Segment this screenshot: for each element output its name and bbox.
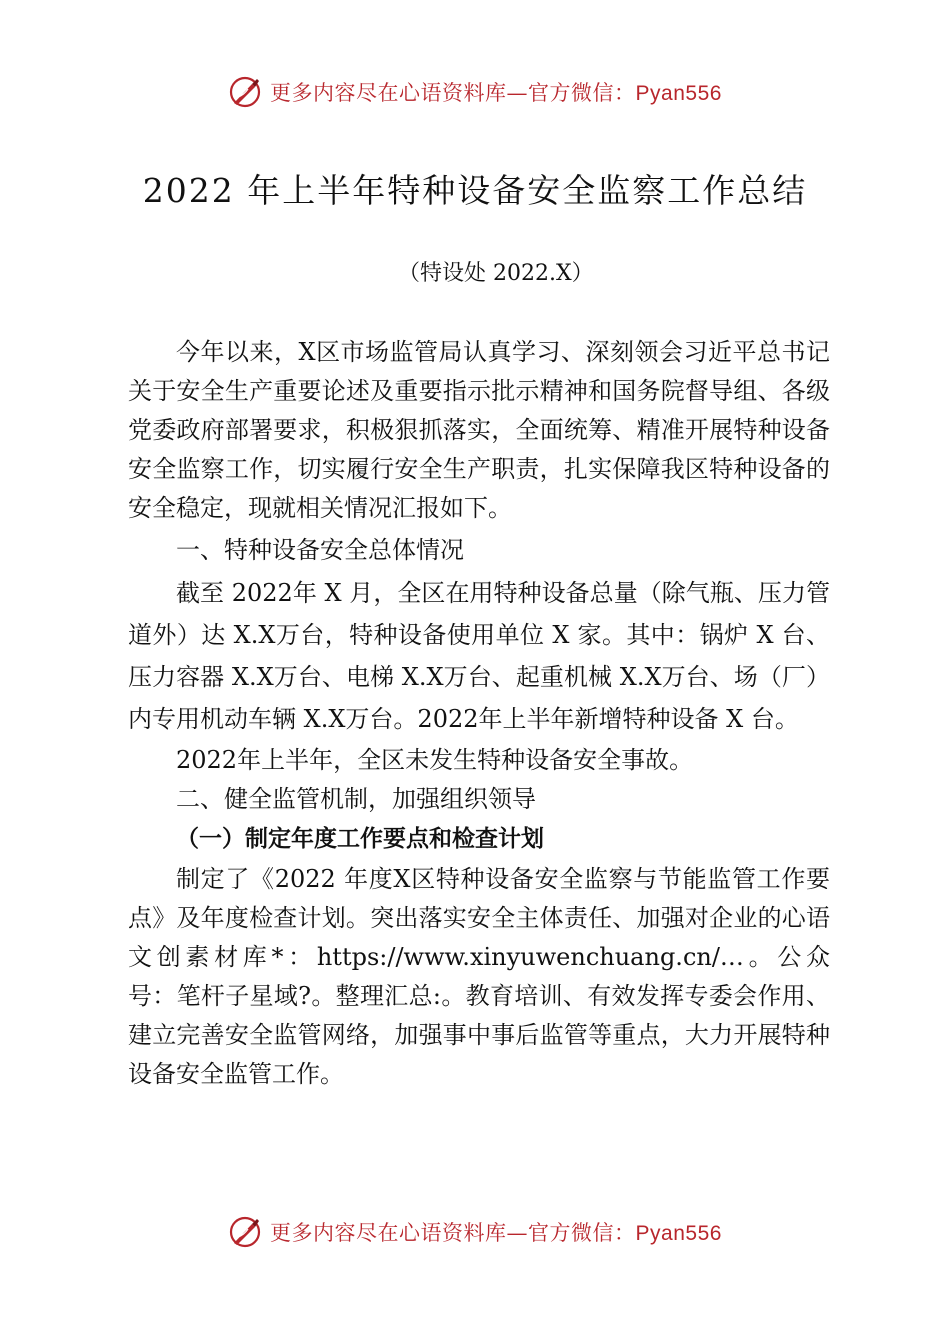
intro-paragraph: 今年以来，X区市场监管局认真学习、深刻领会习近平总书记关于安全生产重要论述及重要指示批示精神和国务院督导组、各级党委政府部署要求，积极狠抓落实，全面统筹、精准开展特种设备安全监察工作，切实履行安全生产职责，扎实保障我区特种设备的安全稳定，现就相关情况汇报如下。 — [128, 338, 830, 522]
watermark-slogan: 更多内容尽在心语资料库—官方微信： — [270, 81, 636, 105]
section2-heading: 二、健全监管机制，加强组织领导 — [176, 785, 536, 813]
watermark-text — [270, 77, 722, 107]
document-title: 2022 年上半年特种设备安全监察工作总结 — [142, 171, 808, 210]
section1-body: 截至 2022年 X 月，全区在用特种设备总量（除气瓶、压力管道外）达 X.X万台，特种设备使用单位 X 家。其中：锅炉 X 台、压力容器 X.X万台、电梯 X.X万台、起重机械 X.X万台、场（厂）内专用机动车辆 X.X万台。2022年上半年新增特种设备 X 台。 — [128, 579, 830, 733]
watermark-text — [270, 1217, 722, 1247]
section1-statement: 2022年上半年，全区未发生特种设备安全事故。 — [176, 746, 694, 774]
bottom-watermark-banner — [0, 1212, 950, 1252]
subsection1-heading: （一）制定年度工作要点和检查计划 — [176, 826, 544, 852]
subsection1-body: 制定了《2022 年度X区特种设备安全监察与节能监管工作要点》及年度检查计划。突出落实安全主体责任、加强对企业的心语文创素材库*：https://www.xinyuwenchuang.cn/…。公众号：笔杆子星域?。整理汇总:。教育培训、有效发挥专委会作用、建立完善安全监管网络，加强事中事后监管等重点，大力开展特种设备安全监管工作。 — [128, 865, 830, 1088]
watermark-wechat-id: Pyan556 — [635, 1222, 722, 1245]
watermark-wechat-id: Pyan556 — [635, 82, 722, 105]
watermark-slogan: 更多内容尽在心语资料库—官方微信： — [270, 1221, 636, 1245]
document-subtitle: （特设处 2022.X） — [398, 261, 594, 286]
top-watermark-banner — [0, 72, 950, 112]
section1-heading: 一、特种设备安全总体情况 — [176, 536, 464, 564]
pen-circle-icon — [228, 1215, 262, 1249]
pen-circle-icon — [228, 75, 262, 109]
document-body — [128, 333, 830, 1094]
